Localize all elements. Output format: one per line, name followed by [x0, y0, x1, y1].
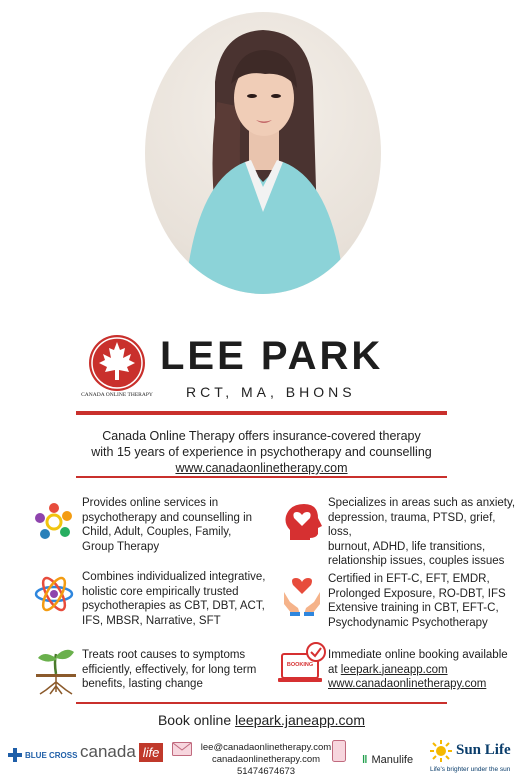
divider — [76, 476, 447, 478]
feature-line: Immediate online booking available — [328, 649, 508, 661]
feature-line: benefits, lasting change — [82, 678, 203, 690]
feature-online-services — [82, 496, 272, 554]
feature-root-causes — [82, 648, 272, 692]
intro-line-2: with 15 years of experience in psychotherapy and counselling — [91, 445, 432, 459]
feature-line: Specializes in areas such as anxiety, — [328, 497, 516, 509]
heart-head-icon — [280, 500, 324, 544]
feature-line — [328, 677, 518, 692]
feature-integrative-approach — [82, 570, 277, 628]
divider — [76, 702, 447, 704]
booking-laptop-icon — [276, 640, 328, 692]
blue-cross-icon — [8, 748, 22, 762]
contact-info — [196, 742, 336, 778]
feature-line: Group Therapy — [82, 540, 160, 553]
feature-online-booking — [328, 648, 518, 692]
feature-line: Child, Adult, Couples, Family, — [82, 526, 232, 538]
feature-line: Treats root causes to symptoms — [82, 649, 246, 661]
feature-line: IFS, MBSR, Narrative, SFT — [82, 614, 221, 627]
canada-online-therapy-logo — [78, 330, 156, 408]
feature-line: Psychodynamic Psychotherapy — [328, 616, 488, 629]
book-online-link[interactable]: leepark.janeapp.com — [235, 712, 366, 728]
sun-life-logo — [430, 738, 520, 778]
contact-phone[interactable]: 51474674673 — [236, 766, 296, 777]
janeapp-link[interactable]: leepark.janeapp.com — [340, 663, 448, 676]
canada-life-logo — [80, 742, 163, 762]
feature-line: relationship issues, couples issues — [328, 555, 505, 567]
sun-life-tagline: Life's brighter under the sun — [430, 766, 511, 773]
canada-life-badge: life — [139, 743, 164, 762]
book-online — [0, 712, 523, 728]
contact-website[interactable]: canadaonlinetherapy.com — [211, 754, 321, 765]
feature-line: burnout, ADHD, life transitions, — [328, 540, 486, 553]
feature-line: psychotherapies as CBT, DBT, ACT, — [82, 600, 265, 612]
feature-line: holistic core empirically trusted — [82, 585, 239, 598]
feature-line: Combines individualized integrative, — [82, 571, 266, 583]
feature-specializations — [328, 496, 518, 569]
book-online-prefix: Book online — [157, 712, 236, 728]
therapist-name: LEE PARK — [160, 334, 384, 378]
people-circle-icon — [32, 500, 76, 544]
sprout-icon — [32, 644, 80, 696]
manulife-logo — [362, 754, 413, 766]
feature-line: psychotherapy and counselling in — [82, 511, 253, 524]
portrait-illustration — [145, 12, 381, 294]
feature-line: Provides online services in — [82, 497, 219, 509]
feature-line: Extensive training in CBT, EFT-C, — [328, 602, 499, 614]
atom-icon — [32, 572, 76, 616]
feature-line: at leepark.janeapp.com — [328, 663, 448, 676]
feature-line: Certified in EFT-C, EFT, EMDR, — [328, 573, 490, 585]
canada-life-text: canada — [80, 742, 136, 761]
intro-line-1: Canada Online Therapy offers insurance-covered therapy — [102, 429, 421, 443]
profile-photo — [145, 12, 381, 294]
sun-icon — [430, 740, 452, 762]
feature-line: efficiently, effectively, for long term — [82, 663, 257, 676]
therapist-credentials: RCT, MA, BHONS — [186, 384, 356, 400]
logo-text: CANADA ONLINE THERAPY — [81, 392, 153, 398]
phone-icon — [332, 740, 346, 767]
manulife-text: Manulife — [371, 754, 414, 766]
blue-cross-text: BLUE CROSS — [25, 750, 78, 760]
sun-life-text: Sun Life — [456, 742, 511, 758]
intro-text — [40, 428, 483, 476]
booking-label: BOOKING — [286, 662, 314, 668]
hands-heart-icon — [280, 572, 324, 616]
contact-email[interactable]: lee@canadaonlinetherapy.com — [200, 742, 332, 753]
envelope-icon — [172, 742, 192, 761]
feature-certifications — [328, 572, 518, 630]
blue-cross-logo — [8, 748, 77, 762]
divider — [76, 411, 447, 415]
intro-website-link[interactable]: www.canadaonlinetherapy.com — [175, 461, 348, 475]
website-link[interactable]: www.canadaonlinetherapy.com — [328, 678, 487, 690]
feature-line: depression, trauma, PTSD, grief, loss, — [328, 511, 496, 538]
manulife-mark-icon: ‖ — [362, 754, 368, 766]
feature-line: Prolonged Exposure, RO-DBT, IFS — [328, 587, 506, 600]
